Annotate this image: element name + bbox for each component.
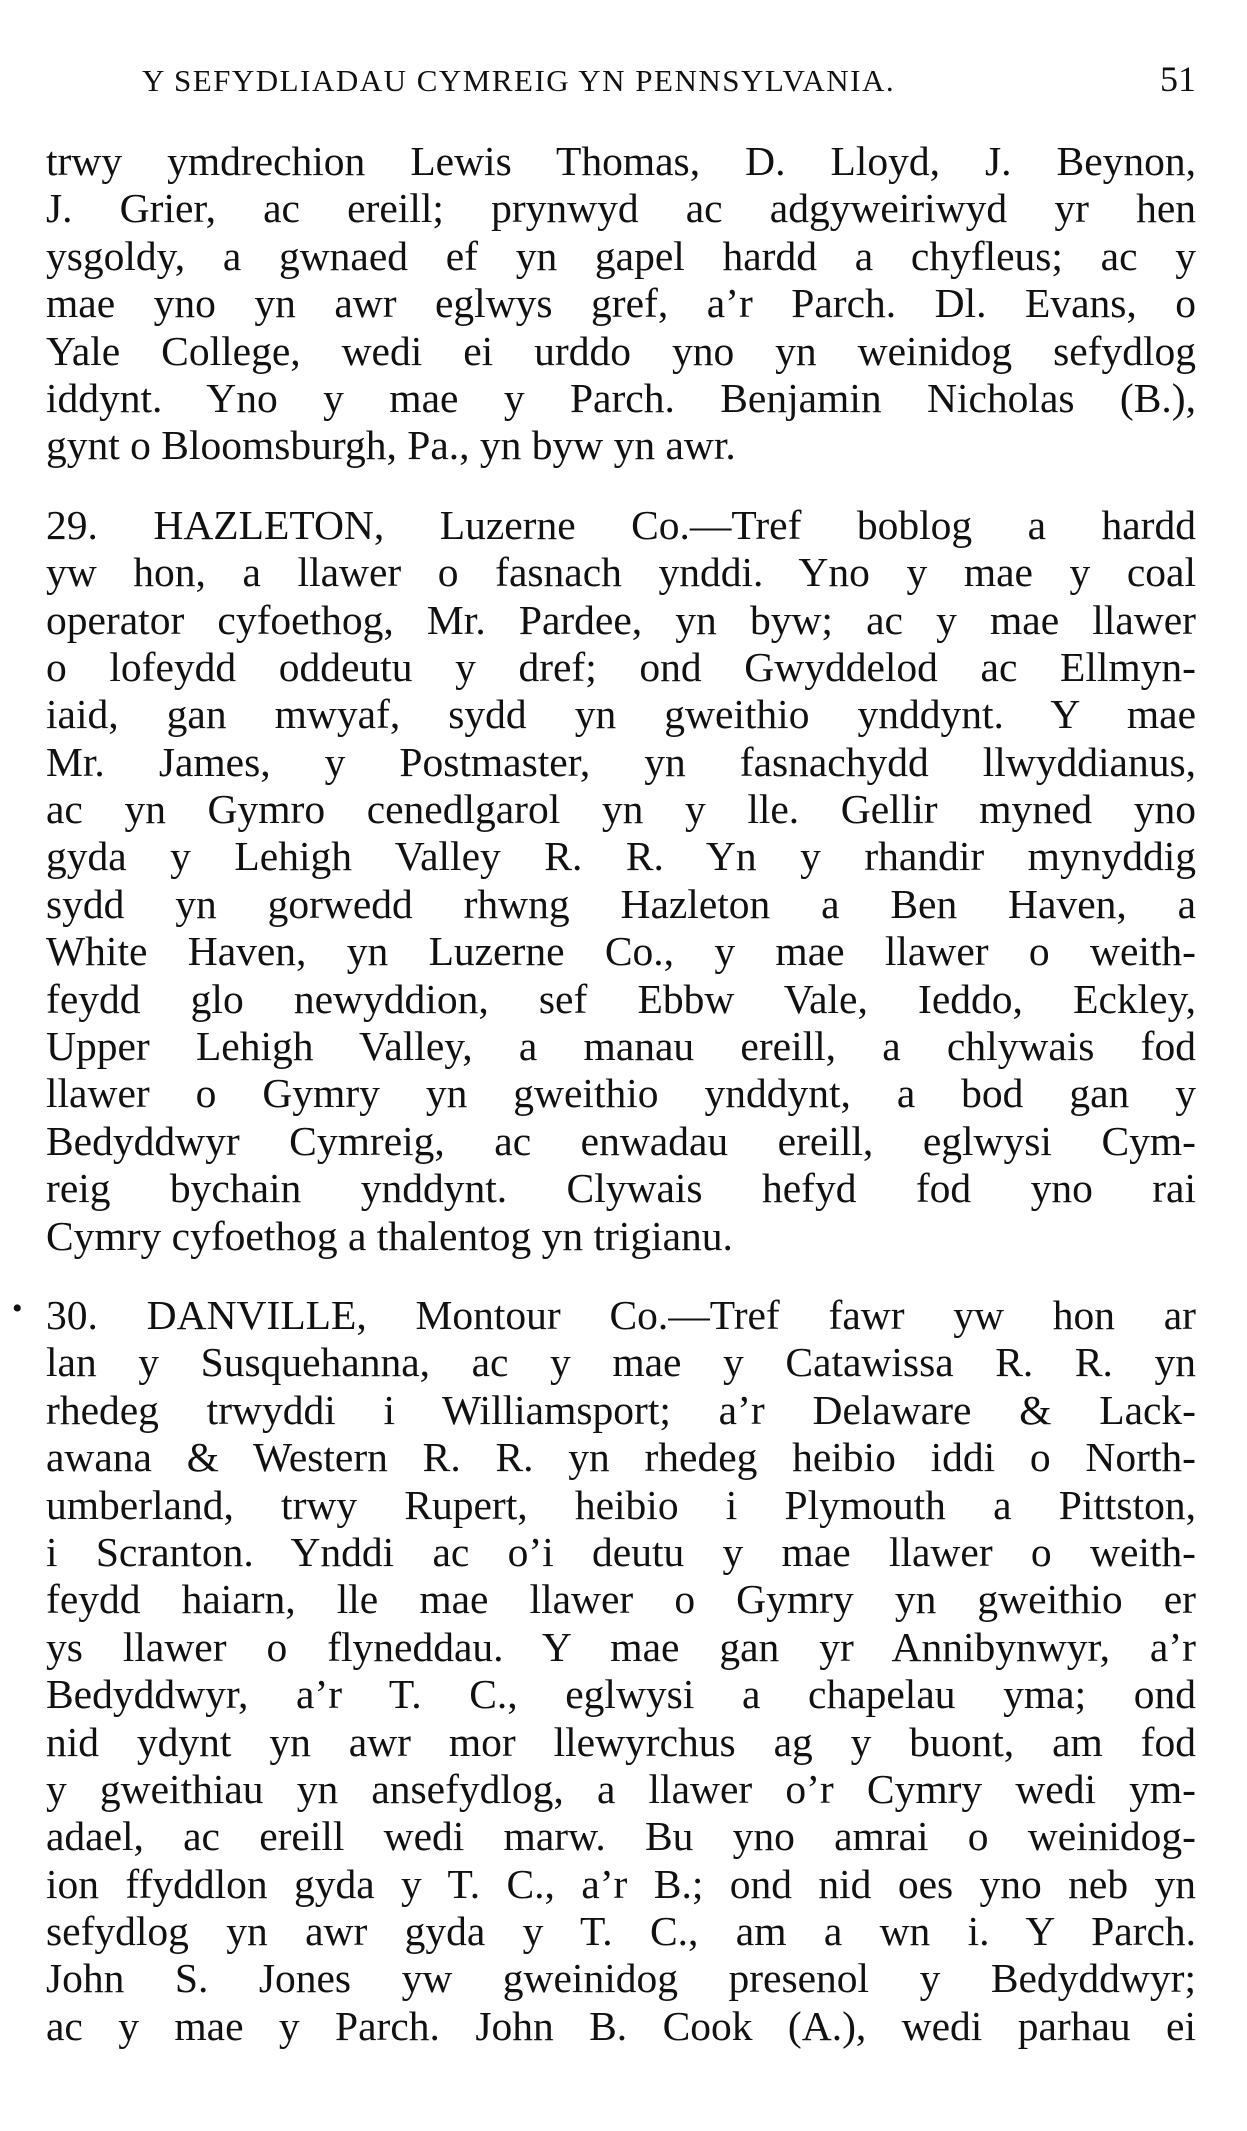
text-line: Cymry cyfoethog a thalentog yn trigianu. [46,1212,733,1259]
text-line: Mr. James, y Postmaster, yn fasnachydd llwyddianus, [46,738,1196,785]
text-line: reig bychain ynddynt. Clywais hefyd fod yno rai [46,1165,1196,1212]
text-line: adael, ac ereill wedi marw. Bu yno amrai o weinidog- [46,1813,1196,1860]
text-line: J. Grier, ac ereill; prynwyd ac adgyweiriwyd yr hen [46,185,1196,232]
text-line: lan y Susquehanna, ac y mae y Catawissa R. R. yn [46,1339,1196,1386]
running-header [46,58,1196,100]
text-line: gynt o Bloomsburgh, Pa., yn byw yn awr. [46,422,736,469]
text-line: umberland, trwy Rupert, heibio i Plymouth a Pittston, [46,1481,1196,1528]
text-line: Bedyddwyr Cymreig, ac enwadau ereill, eglwysi Cym- [46,1117,1196,1164]
text-line: nid ydynt yn awr mor llewyrchus ag y buont, am fod [46,1718,1196,1765]
text-line: iddynt. Yno y mae y Parch. Benjamin Nicholas (B.), [46,374,1196,421]
paragraph-hazleton [46,502,1196,1260]
text-line: operator cyfoethog, Mr. Pardee, yn byw; ac y mae llawer [46,596,1196,643]
text-line: sefydlog yn awr gyda y T. C., am a wn i. Y Parch. [46,1908,1196,1955]
text-line: feydd haiarn, lle mae llawer o Gymry yn gweithio er [46,1576,1196,1623]
text-line: feydd glo newyddion, sef Ebbw Vale, Ieddo, Eckley, [46,975,1196,1022]
text-line: awana & Western R. R. yn rhedeg heibio iddi o North- [46,1434,1196,1481]
text-line: 30. DANVILLE, Montour Co.—Tref fawr yw hon ar [46,1291,1196,1338]
text-line: ac yn Gymro cenedlgarol yn y lle. Gellir myned yno [46,786,1196,833]
paragraph-continuation [46,138,1196,470]
margin-mark: • [12,1291,23,1325]
page-number: 51 [1160,59,1196,99]
text-line: Upper Lehigh Valley, a manau ereill, a chlywais fod [46,1023,1196,1070]
text-line: ysgoldy, a gwnaed ef yn gapel hardd a chyfleus; ac y [46,232,1196,279]
paragraph-danville [12,1291,1196,2050]
page [12,58,1196,2050]
running-title: Y SEFYDLIADAU CYMREIG YN PENNSYLVANIA. [142,63,896,98]
text-line: ys llawer o flyneddau. Y mae gan yr Annibynwyr, a’r [46,1623,1196,1670]
text-line: ac y mae y Parch. John B. Cook (A.), wedi parhau ei [46,2002,1196,2049]
text-line: White Haven, yn Luzerne Co., y mae llawer o weith- [46,928,1196,975]
text-line: John S. Jones yw gweinidog presenol y Bedyddwyr; [46,1955,1196,2002]
text-line: mae yno yn awr eglwys gref, a’r Parch. Dl. Evans, o [46,280,1196,327]
text-line: gyda y Lehigh Valley R. R. Yn y rhandir mynyddig [46,833,1196,880]
text-line: trwy ymdrechion Lewis Thomas, D. Lloyd, J. Beynon, [46,138,1196,184]
text-line: llawer o Gymry yn gweithio ynddynt, a bod gan y [46,1070,1196,1117]
text-line: iaid, gan mwyaf, sydd yn gweithio ynddynt. Y mae [46,691,1196,738]
text-line: sydd yn gorwedd rhwng Hazleton a Ben Haven, a [46,880,1196,927]
text-line: i Scranton. Ynddi ac o’i deutu y mae llawer o weith- [46,1528,1196,1575]
text-line: y gweithiau yn ansefydlog, a llawer o’r Cymry wedi ym- [46,1765,1196,1812]
text-line: Bedyddwyr, a’r T. C., eglwysi a chapelau yma; ond [46,1671,1196,1718]
text-line: Yale College, wedi ei urddo yno yn weinidog sefydlog [46,327,1196,374]
text-line: yw hon, a llawer o fasnach ynddi. Yno y mae y coal [46,549,1196,596]
text-line: o lofeydd oddeutu y dref; ond Gwyddelod ac Ellmyn- [46,643,1196,690]
text-line: 29. HAZLETON, Luzerne Co.—Tref boblog a hardd [46,501,1196,548]
text-line: ion ffyddlon gyda y T. C., a’r B.; ond nid oes yno neb yn [46,1860,1196,1907]
text-line: rhedeg trwyddi i Williamsport; a’r Delaware & Lack- [46,1386,1196,1433]
